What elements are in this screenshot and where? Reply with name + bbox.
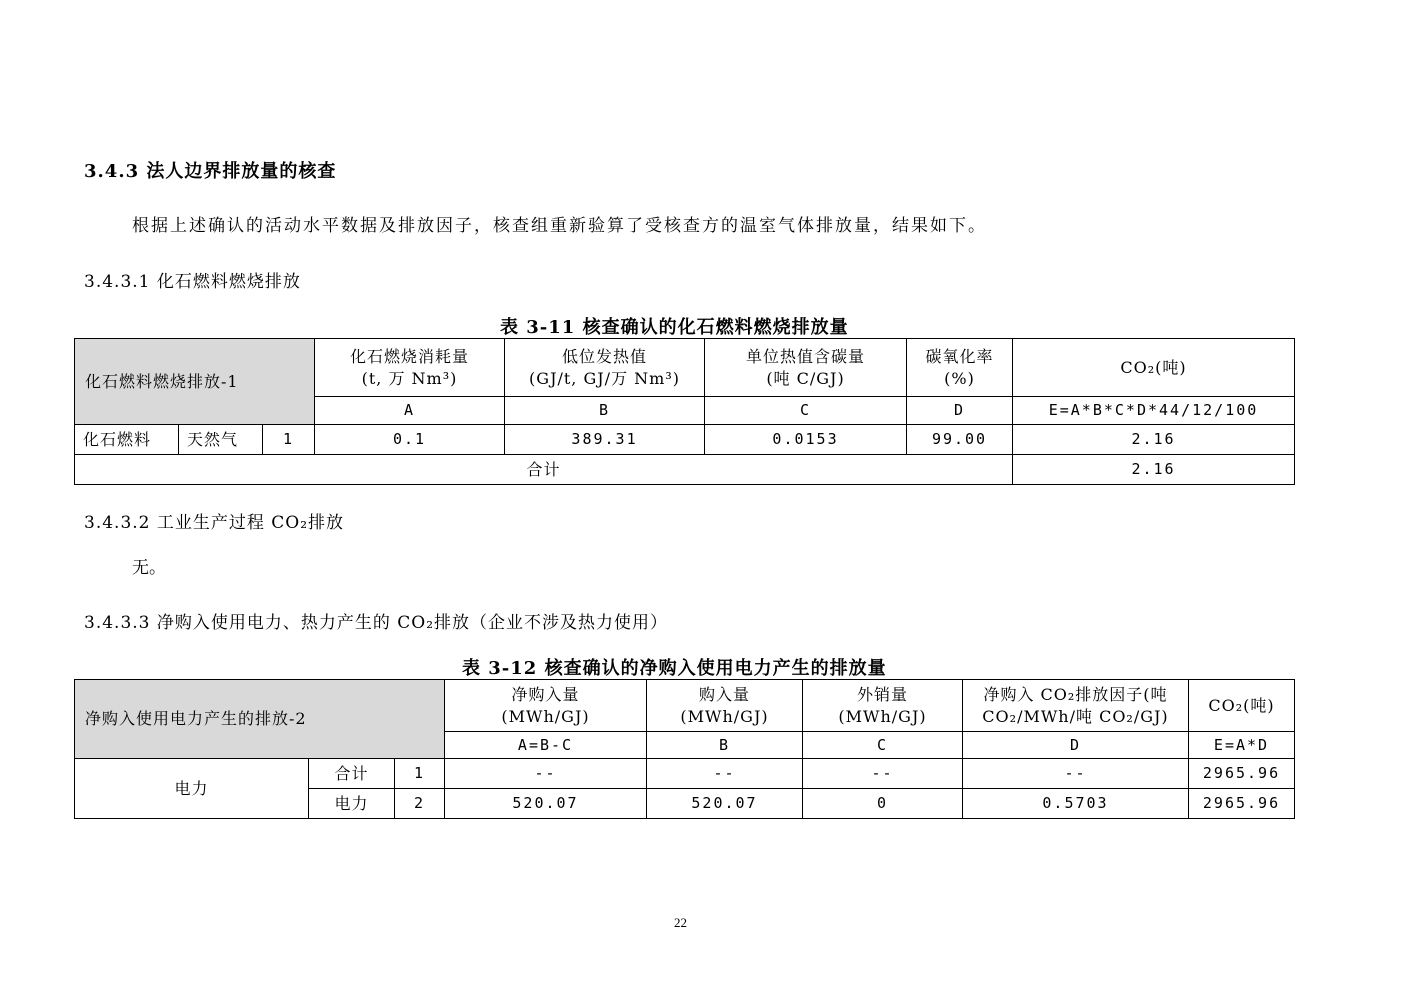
table-row <box>75 455 1295 485</box>
table1-code-e: E=A*B*C*D*44/12/100 <box>1013 397 1295 425</box>
table2-caption: 表 3-12 核查确认的净购入使用电力产生的排放量 <box>462 658 887 679</box>
table2-col-e-header: CO₂(吨) <box>1189 680 1295 732</box>
table2-row2-label: 电力 <box>309 789 395 819</box>
table1-row1-fuel: 天然气 <box>179 425 263 455</box>
table1-code-c: C <box>705 397 907 425</box>
table2-row2-a: 520.07 <box>445 789 647 819</box>
table2-row1-label: 合计 <box>309 759 395 789</box>
table2-row-header: 净购入使用电力产生的排放-2 <box>75 680 445 759</box>
table-row <box>75 759 1295 789</box>
process-none-text: 无。 <box>132 558 166 578</box>
table2-row1-e: 2965.96 <box>1189 759 1295 789</box>
table2-row1-c: -- <box>803 759 963 789</box>
table-row <box>75 425 1295 455</box>
table2-row2-index: 2 <box>395 789 445 819</box>
table2-row1-b: -- <box>647 759 803 789</box>
table1-caption: 表 3-11 核查确认的化石燃料燃烧排放量 <box>500 317 849 338</box>
table1-row1-category: 化石燃料 <box>75 425 179 455</box>
table1-row1-index: 1 <box>263 425 315 455</box>
table2-code-d: D <box>963 732 1189 759</box>
page-number: 22 <box>674 915 687 930</box>
table2-group-label: 电力 <box>75 759 309 819</box>
fossil-fuel-emissions-table <box>74 338 1295 485</box>
electricity-emissions-table <box>74 679 1295 819</box>
table2-row2-b: 520.07 <box>647 789 803 819</box>
table2-row1-a: -- <box>445 759 647 789</box>
table2-row2-e: 2965.96 <box>1189 789 1295 819</box>
table2-row2-d: 0.5703 <box>963 789 1189 819</box>
table2-col-b-header: 购入量 (MWh/GJ) <box>647 680 803 732</box>
table1-row1-a: 0.1 <box>315 425 505 455</box>
table1-total-value: 2.16 <box>1013 455 1295 485</box>
table2-col-c-header: 外销量 (MWh/GJ) <box>803 680 963 732</box>
table1-code-b: B <box>505 397 705 425</box>
subsection-title-electricity: 3.4.3.3 净购入使用电力、热力产生的 CO₂排放（企业不涉及热力使用） <box>84 613 669 633</box>
table1-col-a-header: 化石燃烧消耗量 (t, 万 Nm³) <box>315 339 505 397</box>
table1-row1-d: 99.00 <box>907 425 1013 455</box>
table1-row1-e: 2.16 <box>1013 425 1295 455</box>
subsection-title-fossil: 3.4.3.1 化石燃料燃烧排放 <box>84 272 301 292</box>
table1-col-b-header: 低位发热值 (GJ/t, GJ/万 Nm³) <box>505 339 705 397</box>
table1-col-e-header: CO₂(吨) <box>1013 339 1295 397</box>
table1-code-d: D <box>907 397 1013 425</box>
table1-col-d-header: 碳氧化率 (%) <box>907 339 1013 397</box>
table2-row1-index: 1 <box>395 759 445 789</box>
table1-row-header: 化石燃料燃烧排放-1 <box>75 339 315 425</box>
subsection-title-process: 3.4.3.2 工业生产过程 CO₂排放 <box>84 513 345 533</box>
table1-row1-b: 389.31 <box>505 425 705 455</box>
table1-code-a: A <box>315 397 505 425</box>
table2-code-e: E=A*D <box>1189 732 1295 759</box>
table2-code-a: A=B-C <box>445 732 647 759</box>
table2-code-c: C <box>803 732 963 759</box>
intro-paragraph: 根据上述确认的活动水平数据及排放因子，核查组重新验算了受核查方的温室气体排放量，结果如下。 <box>132 216 987 236</box>
table2-row1-d: -- <box>963 759 1189 789</box>
table2-col-d-header: 净购入 CO₂排放因子(吨 CO₂/MWh/吨 CO₂/GJ) <box>963 680 1189 732</box>
table2-row2-c: 0 <box>803 789 963 819</box>
table1-row1-c: 0.0153 <box>705 425 907 455</box>
table2-code-b: B <box>647 732 803 759</box>
table2-col-a-header: 净购入量 (MWh/GJ) <box>445 680 647 732</box>
section-title: 3.4.3 法人边界排放量的核查 <box>84 161 337 182</box>
table1-col-c-header: 单位热值含碳量 (吨 C/GJ) <box>705 339 907 397</box>
table1-total-label: 合计 <box>75 455 1013 485</box>
